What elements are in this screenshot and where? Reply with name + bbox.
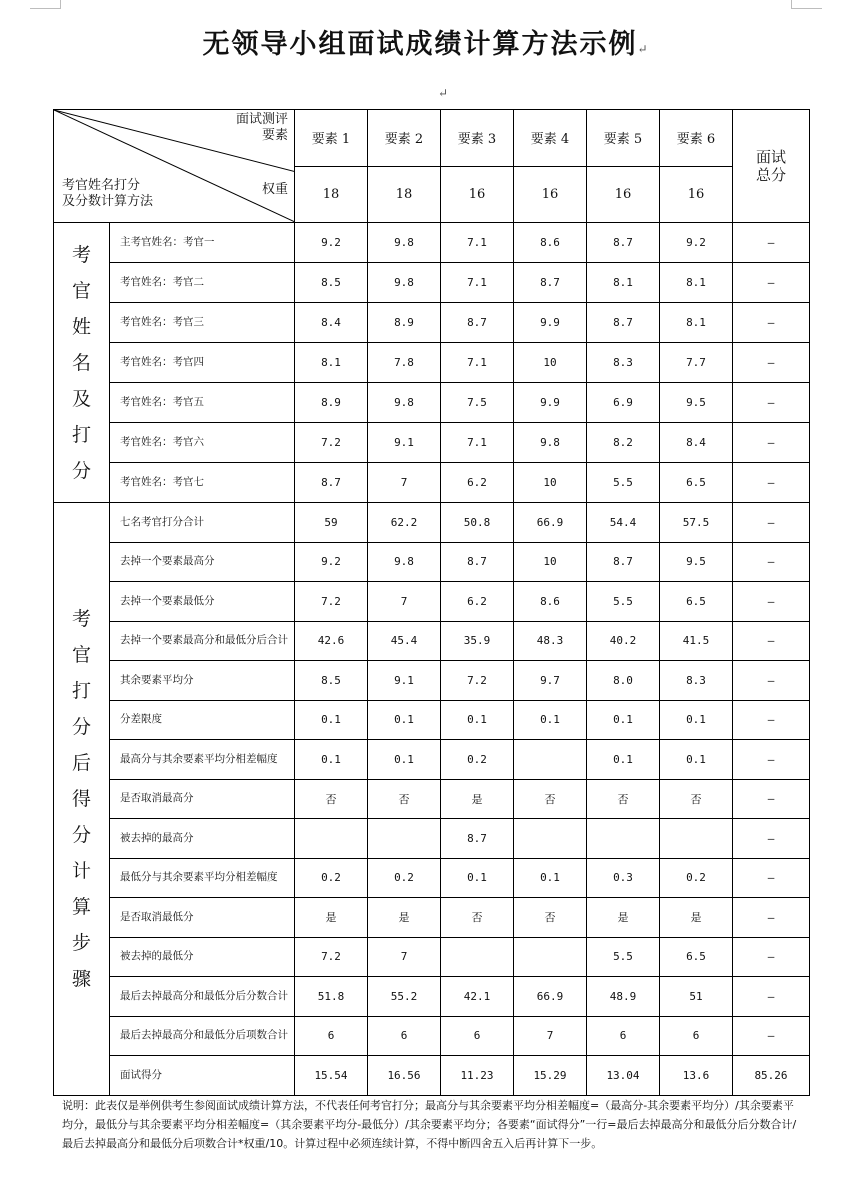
- total-cell: —: [733, 858, 810, 898]
- score-cell-4: 8.6: [514, 582, 587, 622]
- score-cell-2: 0.1: [368, 700, 441, 740]
- score-cell-6: 13.6: [660, 1056, 733, 1096]
- table-row: [54, 700, 810, 740]
- table-row: [54, 463, 810, 503]
- document-title: [0, 22, 852, 61]
- weight-cell-5: 16: [587, 166, 660, 223]
- table-row: [54, 858, 810, 898]
- score-cell-1: 8.9: [295, 383, 368, 423]
- score-cell-4: 7: [514, 1016, 587, 1056]
- score-cell-3: 0.2: [441, 740, 514, 780]
- score-cell-3: 7.5: [441, 383, 514, 423]
- score-cell-3: [441, 937, 514, 977]
- score-cell-2: 8.9: [368, 303, 441, 343]
- score-cell-4: [514, 937, 587, 977]
- score-cell-2: 7: [368, 937, 441, 977]
- row-label: 是否取消最低分: [110, 898, 295, 938]
- score-cell-3: 7.1: [441, 263, 514, 303]
- score-cell-6: [660, 819, 733, 859]
- score-cell-4: 9.7: [514, 661, 587, 701]
- score-cell-3: 0.1: [441, 700, 514, 740]
- score-cell-6: 9.5: [660, 383, 733, 423]
- score-cell-6: 0.2: [660, 858, 733, 898]
- row-label: 去掉一个要素最高分: [110, 542, 295, 582]
- factor-header-6: 要素 6: [660, 110, 733, 167]
- score-cell-2: 45.4: [368, 621, 441, 661]
- score-cell-4: 10: [514, 542, 587, 582]
- title-text: 无领导小组面试成绩计算方法示例: [202, 29, 638, 60]
- score-cell-1: 9.2: [295, 223, 368, 263]
- score-cell-3: 0.1: [441, 858, 514, 898]
- score-cell-4: [514, 819, 587, 859]
- page-corner-mark-left: [30, 0, 61, 9]
- factor-header-5: 要素 5: [587, 110, 660, 167]
- total-cell: —: [733, 700, 810, 740]
- corner-label-examiners: 考官姓名打分 及分数计算方法: [62, 178, 154, 209]
- score-cell-1: 9.2: [295, 542, 368, 582]
- table-row: [54, 343, 810, 383]
- factor-header-1: 要素 1: [295, 110, 368, 167]
- score-cell-5: 8.7: [587, 303, 660, 343]
- score-cell-4: 48.3: [514, 621, 587, 661]
- total-cell: —: [733, 937, 810, 977]
- score-cell-1: 0.1: [295, 700, 368, 740]
- score-cell-3: 50.8: [441, 503, 514, 543]
- score-cell-2: 9.1: [368, 423, 441, 463]
- row-label: 是否取消最高分: [110, 779, 295, 819]
- score-cell-1: 8.5: [295, 263, 368, 303]
- score-cell-5: 8.7: [587, 542, 660, 582]
- score-cell-3: 是: [441, 779, 514, 819]
- total-cell: —: [733, 661, 810, 701]
- score-cell-2: [368, 819, 441, 859]
- score-cell-2: 9.8: [368, 263, 441, 303]
- score-cell-3: 8.7: [441, 542, 514, 582]
- row-label: 最后去掉最高分和最低分后分数合计: [110, 977, 295, 1017]
- score-cell-4: 10: [514, 343, 587, 383]
- score-cell-1: 8.7: [295, 463, 368, 503]
- score-cell-2: 0.1: [368, 740, 441, 780]
- score-cell-2: 9.8: [368, 223, 441, 263]
- score-cell-1: 0.1: [295, 740, 368, 780]
- score-cell-4: 否: [514, 898, 587, 938]
- score-cell-6: 6.5: [660, 937, 733, 977]
- score-cell-5: 40.2: [587, 621, 660, 661]
- score-cell-1: 0.2: [295, 858, 368, 898]
- score-cell-5: [587, 819, 660, 859]
- table-row: [54, 621, 810, 661]
- total-cell: —: [733, 542, 810, 582]
- score-cell-6: 7.7: [660, 343, 733, 383]
- score-cell-5: 5.5: [587, 463, 660, 503]
- score-cell-2: 6: [368, 1016, 441, 1056]
- total-cell: —: [733, 1016, 810, 1056]
- score-cell-6: 6.5: [660, 582, 733, 622]
- score-cell-4: 0.1: [514, 858, 587, 898]
- total-cell: —: [733, 463, 810, 503]
- calculation-group-label: 考 官 打 分 后 得 分 计 算 步 骤: [54, 503, 110, 1096]
- score-cell-5: 8.3: [587, 343, 660, 383]
- total-cell: —: [733, 383, 810, 423]
- total-cell: —: [733, 898, 810, 938]
- score-cell-6: 0.1: [660, 740, 733, 780]
- row-label: 去掉一个要素最高分和最低分后合计: [110, 621, 295, 661]
- score-cell-1: 59: [295, 503, 368, 543]
- factor-header-2: 要素 2: [368, 110, 441, 167]
- table-row: [54, 740, 810, 780]
- row-label: 最高分与其余要素平均分相差幅度: [110, 740, 295, 780]
- table-row: [54, 223, 810, 263]
- score-cell-3: 7.1: [441, 223, 514, 263]
- row-label: 分差限度: [110, 700, 295, 740]
- table-row: [54, 1056, 810, 1096]
- score-cell-3: 6: [441, 1016, 514, 1056]
- table-row: [54, 819, 810, 859]
- row-label: 其余要素平均分: [110, 661, 295, 701]
- score-cell-2: 16.56: [368, 1056, 441, 1096]
- score-cell-1: 7.2: [295, 423, 368, 463]
- score-cell-2: 55.2: [368, 977, 441, 1017]
- score-cell-2: 否: [368, 779, 441, 819]
- score-cell-2: 0.2: [368, 858, 441, 898]
- total-cell: —: [733, 582, 810, 622]
- table-row: [54, 542, 810, 582]
- score-cell-3: 7.1: [441, 343, 514, 383]
- header-corner: [54, 110, 294, 222]
- table-row: [54, 582, 810, 622]
- total-cell: 85.26: [733, 1056, 810, 1096]
- table-row: [54, 263, 810, 303]
- score-cell-5: 6: [587, 1016, 660, 1056]
- score-cell-5: 8.0: [587, 661, 660, 701]
- note-paragraph: 说明：此表仅是举例供考生参阅面试成绩计算方法，不代表任何考官打分；最高分与其余要素平均分相差幅度=（最高分-其余要素平均分）/其余要素平均分，最低分与其余要素平均分相差幅度=（其余要素平均分-最低分）/其余要素平均分；各要素“面试得分”一行=最后去掉最高分和最低分后分数合计/最后去掉最高分和最低分后项数合计*权重/10。计算过程中必须连续计算，不得中断四舍五入后再计算下一步。: [62, 1099, 797, 1150]
- row-label: 被去掉的最高分: [110, 819, 295, 859]
- table-row: [54, 503, 810, 543]
- score-cell-4: 10: [514, 463, 587, 503]
- score-cell-3: 6.2: [441, 582, 514, 622]
- score-cell-4: 8.6: [514, 223, 587, 263]
- score-cell-4: 9.8: [514, 423, 587, 463]
- table-row: [54, 303, 810, 343]
- score-cell-3: 35.9: [441, 621, 514, 661]
- score-cell-4: 66.9: [514, 503, 587, 543]
- total-cell: —: [733, 423, 810, 463]
- row-label: 考官姓名：考官三: [110, 303, 295, 343]
- score-cell-5: 5.5: [587, 937, 660, 977]
- table-row: [54, 383, 810, 423]
- page-corner-mark-right: [791, 0, 822, 9]
- score-cell-4: 15.29: [514, 1056, 587, 1096]
- empty-paragraph-mark: ↵: [438, 86, 449, 100]
- table-row: [54, 937, 810, 977]
- score-cell-1: 42.6: [295, 621, 368, 661]
- score-cell-2: 7: [368, 463, 441, 503]
- score-cell-4: 否: [514, 779, 587, 819]
- score-cell-6: 8.4: [660, 423, 733, 463]
- row-label: 主考官姓名：考官一: [110, 223, 295, 263]
- score-cell-6: 6.5: [660, 463, 733, 503]
- score-cell-2: 9.8: [368, 383, 441, 423]
- score-cell-1: 否: [295, 779, 368, 819]
- score-cell-4: 66.9: [514, 977, 587, 1017]
- score-cell-5: 0.1: [587, 700, 660, 740]
- score-cell-1: [295, 819, 368, 859]
- score-cell-6: 41.5: [660, 621, 733, 661]
- corner-label-weight: 权重: [261, 182, 288, 197]
- score-cell-3: 8.7: [441, 303, 514, 343]
- score-cell-2: 7.8: [368, 343, 441, 383]
- table-row: [54, 1016, 810, 1056]
- score-cell-4: 8.7: [514, 263, 587, 303]
- weight-cell-3: 16: [441, 166, 514, 223]
- paragraph-mark-title: ↵: [637, 42, 650, 56]
- score-cell-2: 7: [368, 582, 441, 622]
- score-cell-4: 9.9: [514, 303, 587, 343]
- table-row: [54, 423, 810, 463]
- score-cell-2: 9.1: [368, 661, 441, 701]
- score-cell-1: 6: [295, 1016, 368, 1056]
- score-cell-5: 0.1: [587, 740, 660, 780]
- table-row: [54, 661, 810, 701]
- total-cell: —: [733, 621, 810, 661]
- score-cell-6: 9.5: [660, 542, 733, 582]
- score-cell-1: 15.54: [295, 1056, 368, 1096]
- score-cell-5: 8.7: [587, 223, 660, 263]
- total-cell: —: [733, 303, 810, 343]
- row-label: 七名考官打分合计: [110, 503, 295, 543]
- total-cell: —: [733, 343, 810, 383]
- weight-cell-4: 16: [514, 166, 587, 223]
- row-label: 面试得分: [110, 1056, 295, 1096]
- score-cell-3: 否: [441, 898, 514, 938]
- score-cell-1: 7.2: [295, 582, 368, 622]
- score-cell-5: 48.9: [587, 977, 660, 1017]
- score-cell-3: 6.2: [441, 463, 514, 503]
- row-label: 去掉一个要素最低分: [110, 582, 295, 622]
- weight-cell-2: 18: [368, 166, 441, 223]
- total-cell: —: [733, 819, 810, 859]
- header-corner-cell: [54, 110, 295, 223]
- score-cell-5: 8.2: [587, 423, 660, 463]
- score-cell-6: 0.1: [660, 700, 733, 740]
- weight-cell-6: 16: [660, 166, 733, 223]
- score-cell-6: 9.2: [660, 223, 733, 263]
- score-cell-1: 51.8: [295, 977, 368, 1017]
- score-table: [53, 109, 810, 1096]
- score-cell-5: 否: [587, 779, 660, 819]
- row-label: 考官姓名：考官二: [110, 263, 295, 303]
- score-cell-1: 8.4: [295, 303, 368, 343]
- examiner-group-label: 考 官 姓 名 及 打 分: [54, 223, 110, 503]
- score-cell-6: 8.1: [660, 263, 733, 303]
- row-label: 考官姓名：考官四: [110, 343, 295, 383]
- score-cell-2: 是: [368, 898, 441, 938]
- score-cell-1: 8.5: [295, 661, 368, 701]
- score-cell-1: 是: [295, 898, 368, 938]
- row-label: 最后去掉最高分和最低分后项数合计: [110, 1016, 295, 1056]
- score-cell-3: 7.2: [441, 661, 514, 701]
- score-cell-3: 8.7: [441, 819, 514, 859]
- total-cell: —: [733, 263, 810, 303]
- score-cell-4: 0.1: [514, 700, 587, 740]
- total-cell: —: [733, 740, 810, 780]
- row-label: 考官姓名：考官六: [110, 423, 295, 463]
- score-cell-6: 57.5: [660, 503, 733, 543]
- score-cell-6: 否: [660, 779, 733, 819]
- table-row: [54, 779, 810, 819]
- score-cell-5: 是: [587, 898, 660, 938]
- score-cell-6: 51: [660, 977, 733, 1017]
- score-cell-6: 8.1: [660, 303, 733, 343]
- row-label: 考官姓名：考官五: [110, 383, 295, 423]
- score-cell-6: 是: [660, 898, 733, 938]
- row-label: 最低分与其余要素平均分相差幅度: [110, 858, 295, 898]
- factor-header-3: 要素 3: [441, 110, 514, 167]
- score-cell-2: 62.2: [368, 503, 441, 543]
- total-score-header: 面试 总分: [733, 110, 810, 223]
- score-cell-3: 11.23: [441, 1056, 514, 1096]
- score-cell-5: 8.1: [587, 263, 660, 303]
- score-cell-1: 8.1: [295, 343, 368, 383]
- total-cell: —: [733, 779, 810, 819]
- score-cell-5: 6.9: [587, 383, 660, 423]
- table-row: [54, 977, 810, 1017]
- row-label: 被去掉的最低分: [110, 937, 295, 977]
- table-row: [54, 898, 810, 938]
- score-cell-4: 9.9: [514, 383, 587, 423]
- score-cell-6: 8.3: [660, 661, 733, 701]
- total-cell: —: [733, 503, 810, 543]
- score-cell-5: 5.5: [587, 582, 660, 622]
- score-cell-2: 9.8: [368, 542, 441, 582]
- total-cell: —: [733, 223, 810, 263]
- score-cell-5: 54.4: [587, 503, 660, 543]
- row-label: 考官姓名：考官七: [110, 463, 295, 503]
- weight-cell-1: 18: [295, 166, 368, 223]
- score-cell-5: 0.3: [587, 858, 660, 898]
- score-cell-1: 7.2: [295, 937, 368, 977]
- corner-label-factors: 面试测评 要素: [235, 112, 288, 143]
- score-cell-4: [514, 740, 587, 780]
- score-cell-3: 42.1: [441, 977, 514, 1017]
- total-cell: —: [733, 977, 810, 1017]
- score-cell-3: 7.1: [441, 423, 514, 463]
- score-cell-6: 6: [660, 1016, 733, 1056]
- score-cell-5: 13.04: [587, 1056, 660, 1096]
- factor-header-4: 要素 4: [514, 110, 587, 167]
